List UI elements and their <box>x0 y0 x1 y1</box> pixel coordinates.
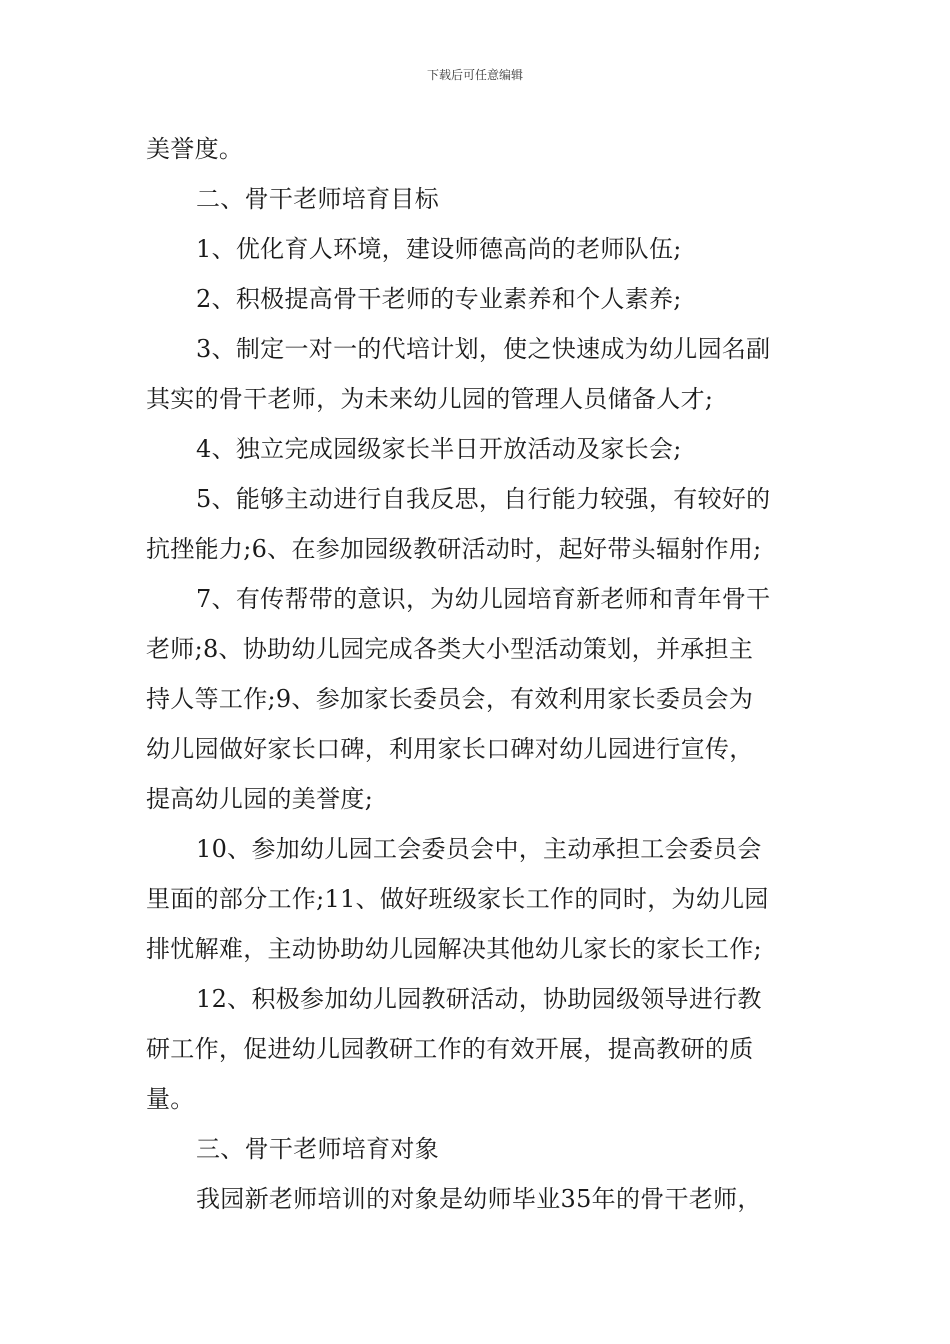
text-line: 10、参加幼儿园工会委员会中，主动承担工会委员会 <box>196 835 762 863</box>
text-line: 5、能够主动进行自我反思，自行能力较强，有较好的 <box>196 485 771 513</box>
page-header: 下载后可任意编辑 <box>426 68 523 82</box>
section-heading: 三、骨干老师培育对象 <box>196 1135 439 1163</box>
text-line: 老师;8、协助幼儿园完成各类大小型活动策划，并承担主 <box>146 635 754 663</box>
text-line: 美誉度。 <box>146 135 244 163</box>
text-line: 7、有传帮带的意识，为幼儿园培育新老师和青年骨干 <box>196 585 771 613</box>
text-line: 量。 <box>146 1085 195 1113</box>
text-line: 排忧解难，主动协助幼儿园解决其他幼儿家长的家长工作; <box>146 935 762 963</box>
text-line: 抗挫能力;6、在参加园级教研活动时，起好带头辐射作用; <box>146 535 762 563</box>
text-line: 研工作，促进幼儿园教研工作的有效开展，提高教研的质 <box>146 1035 754 1063</box>
text-line: 里面的部分工作;11、做好班级家长工作的同时，为幼儿园 <box>146 885 769 913</box>
text-line: 我园新老师培训的对象是幼师毕业35年的骨干老师， <box>196 1185 762 1213</box>
section-heading: 二、骨干老师培育目标 <box>196 185 439 213</box>
text-line: 2、积极提高骨干老师的专业素养和个人素养; <box>196 285 682 313</box>
text-line: 12、积极参加幼儿园教研活动，协助园级领导进行教 <box>196 985 762 1013</box>
text-line: 1、优化育人环境，建设师德高尚的老师队伍; <box>196 235 682 263</box>
text-line: 4、独立完成园级家长半日开放活动及家长会; <box>196 435 682 463</box>
text-line: 持人等工作;9、参加家长委员会，有效利用家长委员会为 <box>146 685 754 713</box>
text-line: 其实的骨干老师，为未来幼儿园的管理人员储备人才; <box>146 385 714 413</box>
text-line: 幼儿园做好家长口碑，利用家长口碑对幼儿园进行宣传， <box>146 735 754 763</box>
text-line: 提高幼儿园的美誉度; <box>146 785 374 813</box>
text-line: 3、制定一对一的代培计划，使之快速成为幼儿园名副 <box>196 335 771 363</box>
document-body <box>146 124 818 1224</box>
